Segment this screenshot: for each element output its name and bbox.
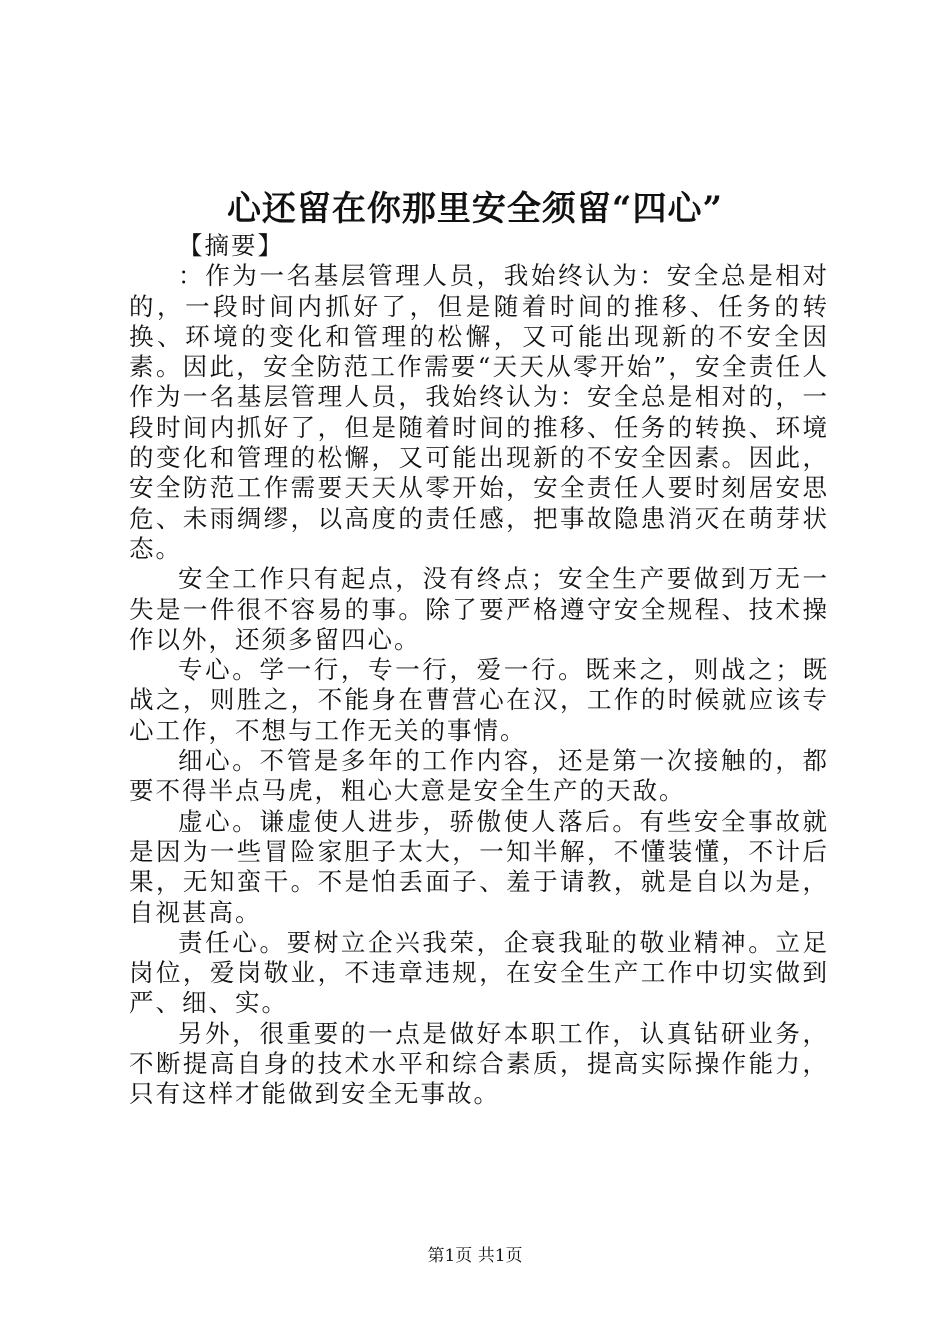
page-footer: 第1页 共1页 — [427, 1246, 523, 1266]
paragraph-modesty: 虚心。谦虚使人进步，骄傲使人落后。有些安全事故就是因为一些冒险家胆子太大，一知半解，不懂装懂，不计后果，无知蛮干。不是怕丢面子、羞于请教，就是自以为是，自视甚高。 — [129, 806, 829, 927]
paragraph-abstract: ：作为一名基层管理人员，我始终认为：安全总是相对的，一段时间内抓好了，但是随着时间的推移、任务的转换、环境的变化和管理的松懈，又可能出现新的不安全因素。因此，安全防范工作需要“天天从零开始”，安全责任人作为一名基层管理人员，我始终认为：安全总是相对的，一段时间内抓好了，但是随着时间的推移、任务的转换、环境的变化和管理的松懈，又可能出现新的不安全因素。因此，安全防范工作需要天天从零开始，安全责任人要时刻居安思危、未雨绸缪，以高度的责任感，把事故隐患消灭在萌芽状态。 — [129, 261, 829, 563]
abstract-label: 【摘要】 — [178, 231, 284, 260]
paragraph-responsibility: 责任心。要树立企兴我荣，企衰我耻的敬业精神。立足岗位，爱岗敬业，不违章违规，在安全生产工作中切实做到严、细、实。 — [129, 927, 829, 1018]
paragraph-intro: 安全工作只有起点，没有终点；安全生产要做到万无一失是一件很不容易的事。除了要严格遵守安全规程、技术操作以外，还须多留四心。 — [129, 564, 829, 654]
paragraph-care: 细心。不管是多年的工作内容，还是第一次接触的，都要不得半点马虎，粗心大意是安全生产的天敌。 — [129, 746, 829, 806]
document-body — [129, 231, 829, 1110]
paragraph-focus: 专心。学一行，专一行，爱一行。既来之，则战之；既战之，则胜之，不能身在曹营心在汉，工作的时候就应该专心工作，不想与工作无关的事情。 — [129, 655, 829, 745]
paragraph-conclusion: 另外，很重要的一点是做好本职工作，认真钻研业务，不断提高自身的技术水平和综合素质，提高实际操作能力，只有这样才能做到安全无事故。 — [129, 1018, 829, 1109]
document-title: 心还留在你那里安全须留“四心” — [226, 189, 724, 229]
